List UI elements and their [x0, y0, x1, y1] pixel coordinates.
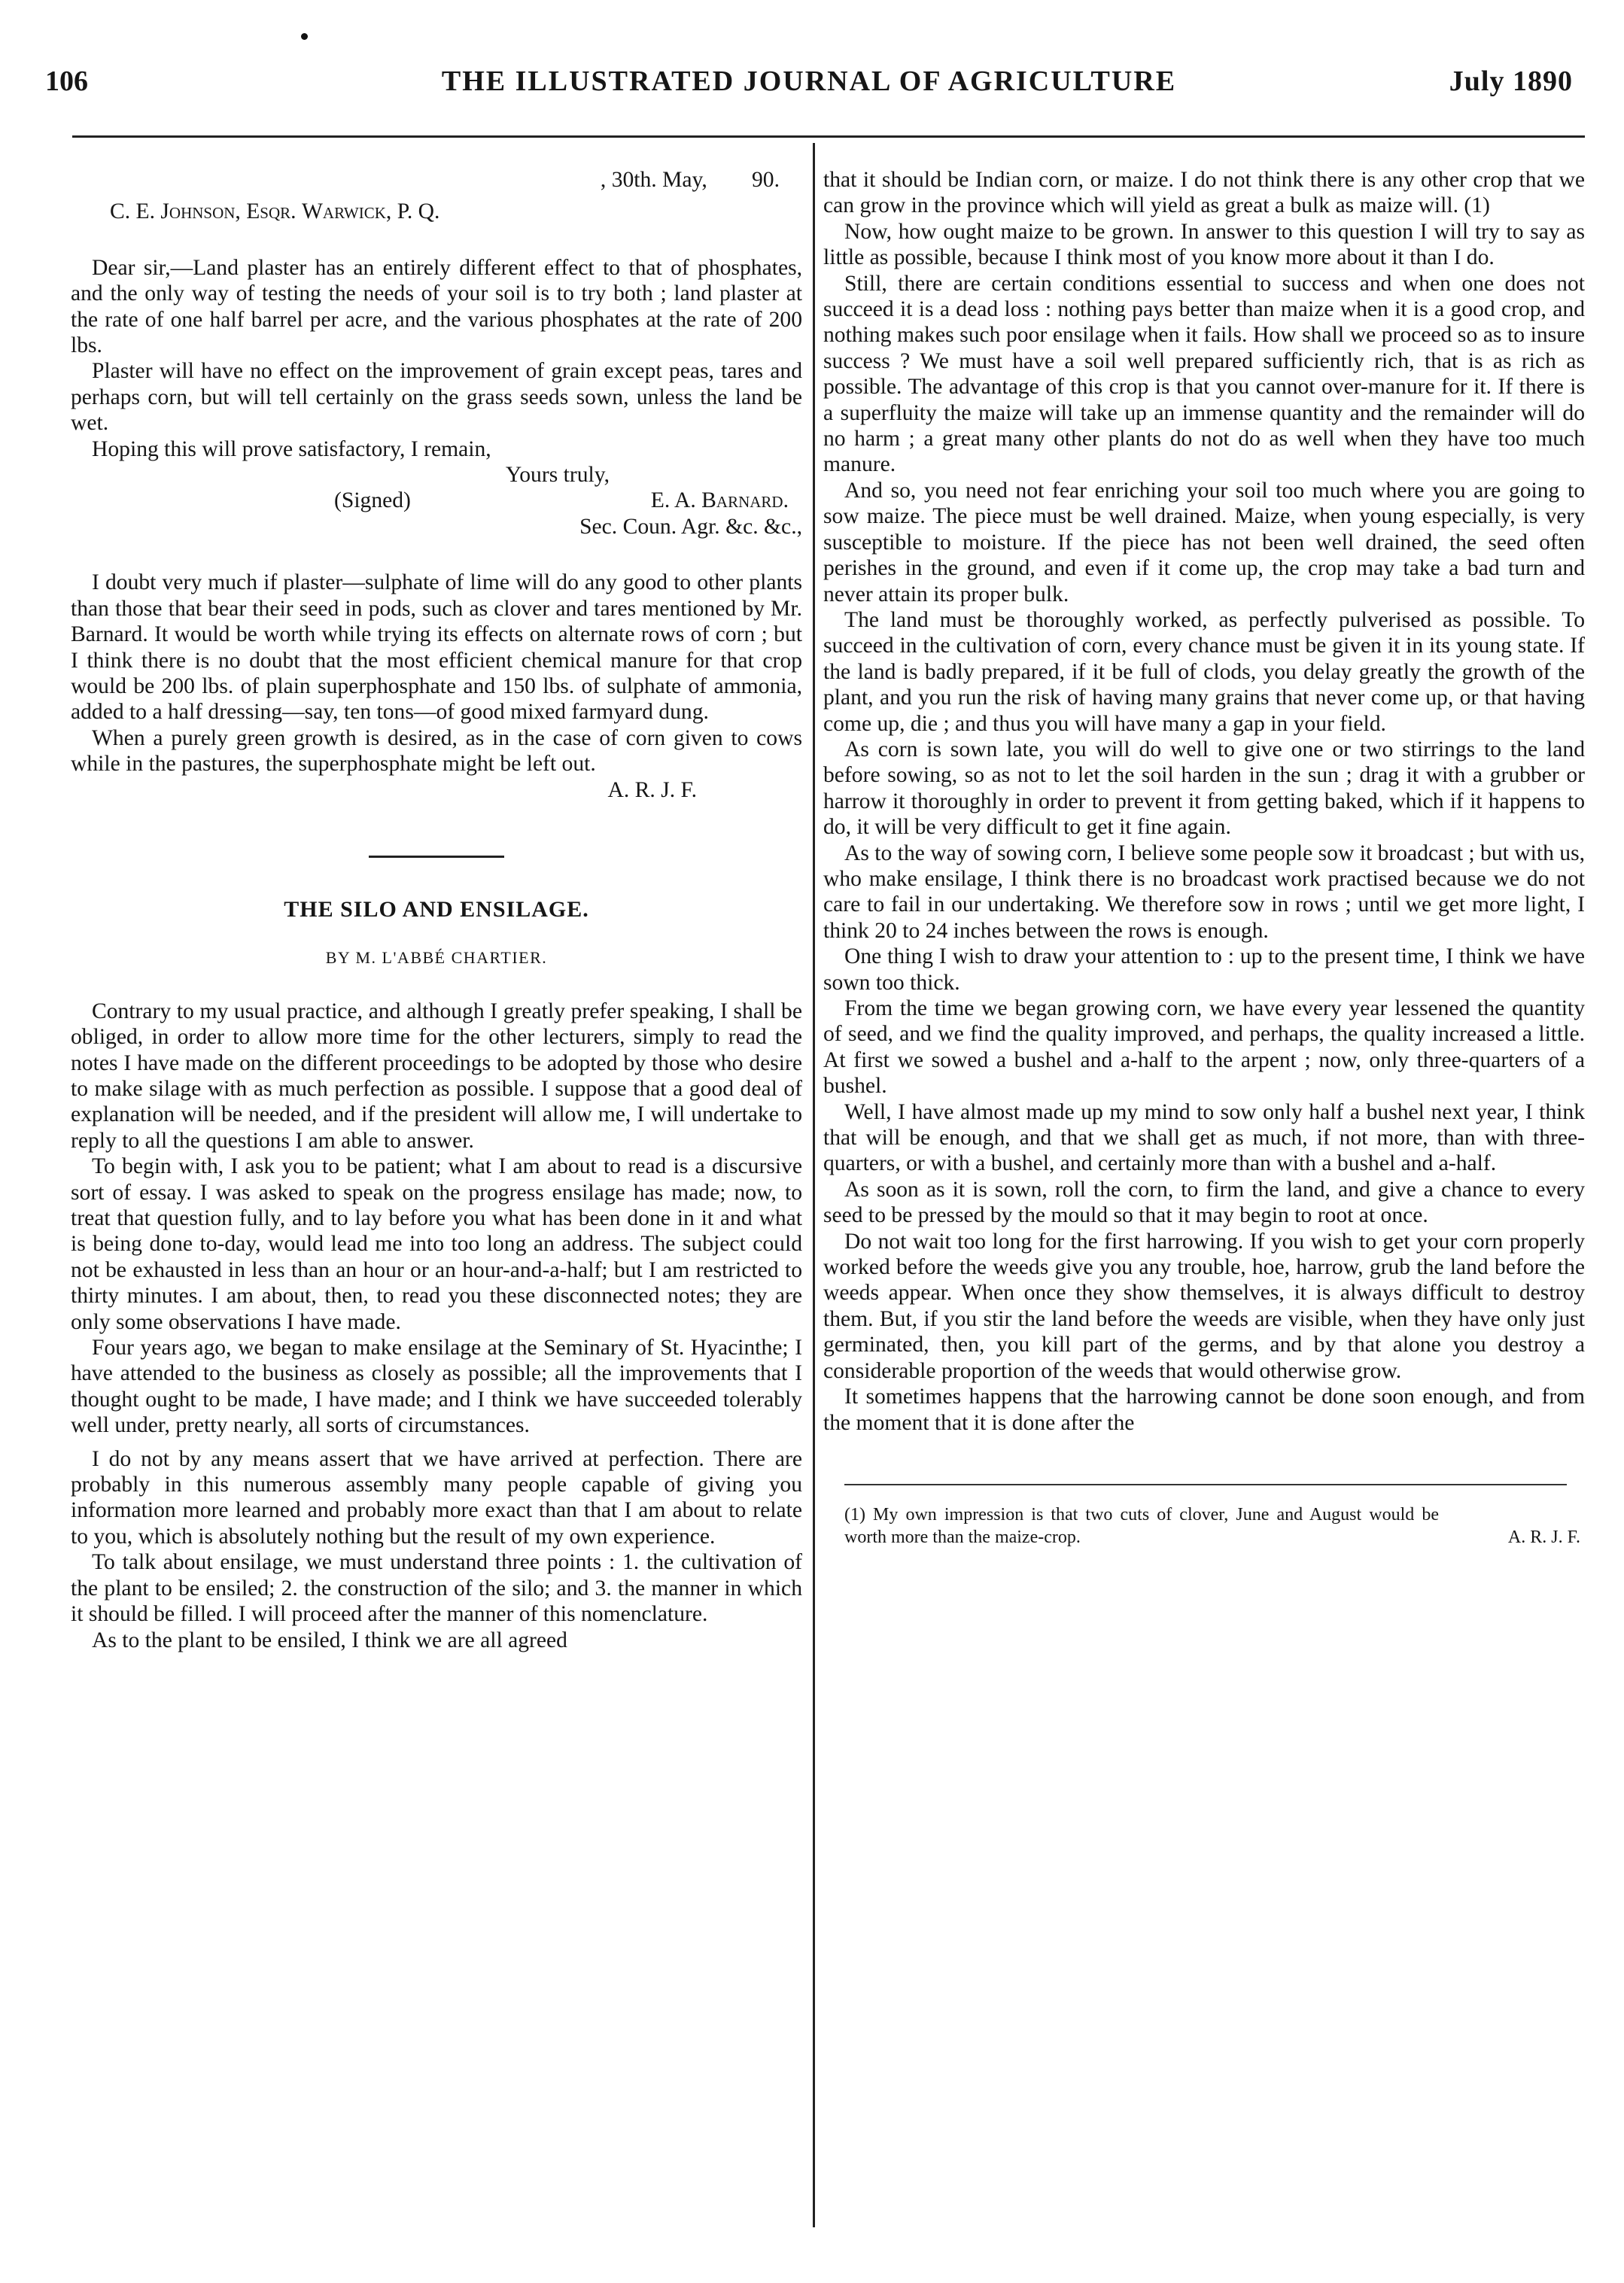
article-paragraph: To begin with, I ask you to be patient; what I am about to read is a discursive sort of essay. I was asked to speak on the progress ensilage has made; now, to treat that question fully, and to lay before you what has been done in it and what is being done to-day, would lead me into too long an address. The subject could not be exhausted in less than an hour or an hour-and-a-half; but I am restricted to thirty minutes. I am about, then, to read you these disconnected notes; they are only some observations I have made.	[71, 1154, 802, 1334]
print-speck	[301, 33, 308, 40]
article-paragraph: Four years ago, we began to make ensilage at the Seminary of St. Hyacinthe; I have attended to the business as closely as possible; all the improvements that I thought ought to be made, I have made; and I think we have succeeded tolerably well under, pretty nearly, all sorts of circumstances.	[71, 1336, 802, 1438]
article-paragraph: Contrary to my usual practice, and although I greatly prefer speaking, I shall be obliged, in order to allow more time for the other lecturers, simply to read the notes I have made on the different proceedings to be adopted by those who desire to make silage with as much perfection as possible. I suppose that a good deal of explanation will be needed, and if the president will allow me, I will undertake to reply to all the questions I am able to answer.	[71, 999, 802, 1153]
article-paragraph: To talk about ensilage, we must understand three points : 1. the cultivation of the plant to be ensiled; 2. the construction of the silo; and 3. the manner in which it should be filled. I will proceed after the manner of this nomenclature.	[71, 1550, 802, 1627]
column-rule	[813, 143, 815, 2227]
article-paragraph: As to the plant to be ensiled, I think we are all agreed	[92, 1628, 567, 1652]
footnote-rule	[844, 1484, 1567, 1485]
page-number: 106	[45, 65, 88, 97]
article-title: THE SILO AND ENSILAGE.	[284, 896, 589, 922]
article-paragraph: And so, you need not fear enriching your soil too much where you are going to sow maize. The piece must be well drained. Maize, when young especially, is very susceptible to moisture. If the piece has not been well drained, the seed often perishes in the ground, and even if it come up, the crop may take a bad turn and never attain its proper bulk.	[823, 478, 1585, 606]
letter-paragraph: Dear sir,—Land plaster has an entirely different effect to that of phosphates, and the only way of testing the needs of your soil is to try both ; land plaster at the rate of one half barrel per acre, and the various phosphates at the rate of 200 lbs.	[71, 255, 802, 358]
issue-date: July 1890	[1449, 65, 1573, 97]
addressee-name: C. E. Johnson, Esqr.	[110, 199, 297, 224]
journal-title: THE ILLUSTRATED JOURNAL OF AGRICULTURE	[441, 65, 1177, 97]
article-paragraph: Now, how ought maize to be grown. In answer to this question I will try to say as little as possible, because I think most of you know more about it than I do.	[823, 219, 1585, 270]
section-divider	[369, 856, 504, 858]
article-paragraph: As corn is sown late, you will do well to give one or two stirrings to the land before sowing, so as not to let the soil harden in the sun ; drag it with a grubber or harrow it thoroughly in order to prevent it from getting baked, which if it happens to do, it will be very difficult to get it fine again.	[823, 737, 1585, 840]
header-rule	[72, 135, 1585, 138]
article-paragraph: One thing I wish to draw your attention to : up to the present time, I think we have sown too thick.	[823, 944, 1585, 995]
running-header	[45, 65, 1573, 110]
article-paragraph: It sometimes happens that the harrowing cannot be done soon enough, and from the moment that it is done after the	[823, 1385, 1585, 1435]
article-byline: BY M. L'ABBÉ CHARTIER.	[325, 948, 548, 968]
article-paragraph: As to the way of sowing corn, I believe some people sow it broadcast ; but with us, who make ensilage, I think there is no broadcast work practised because we do not care to fail in our undertaking. We therefore sow in rows ; until we get more light, I think 20 to 24 inches between the rows is enough.	[823, 841, 1585, 943]
signer-name: E. A. Barnard.	[650, 488, 789, 513]
article-paragraph: I do not by any means assert that we have arrived at perfection. There are probably in this numerous assembly many people capable of giving you information more learned and probably more exact than that I am about to relate to you, which is absolutely nothing but the result of my own experience.	[71, 1446, 802, 1549]
addressee-place: Warwick, P. Q.	[301, 199, 440, 224]
article-paragraph: From the time we began growing corn, we have every year lessened the quantity of seed, and we find the quality improved, and perhaps, the quality increased a little. At first we sowed a bushel and a-half to the arpent ; now, only three-quarters of a bushel.	[823, 996, 1585, 1099]
letter-paragraph: Plaster will have no effect on the improvement of grain except peas, tares and perhaps corn, but will tell certainly on the grass seeds sown, unless the land be wet.	[71, 359, 802, 436]
signed-label: (Signed)	[334, 488, 411, 513]
letter-dateline: , 30th. May, 90.	[600, 168, 780, 192]
footnote	[823, 1503, 1585, 1549]
footnote-initials: A. R. J. F.	[1507, 1527, 1580, 1547]
right-column	[823, 167, 1585, 1549]
signer-title: Sec. Coun. Agr. &c. &c.,	[579, 514, 802, 539]
article-paragraph: As soon as it is sown, roll the corn, to firm the land, and give a chance to every seed to be pressed by the mould so that it may begin to root at once.	[823, 1177, 1585, 1228]
editor-paragraph: I doubt very much if plaster—sulphate of lime will do any good to other plants than those that bear their seed in pods, such as clover and tares mentioned by Mr. Barnard. It would be worth while trying its effects on alternate rows of corn ; but I think there is no doubt that the most efficient chemical manure for that crop would be 200 lbs. of plain superphosphate and 150 lbs. of sulphate of ammonia, added to a half dressing—say, ten tons—of good mixed farmyard dung.	[71, 570, 802, 725]
letter-addressee	[110, 199, 802, 224]
article-paragraph: Do not wait too long for the first harrowing. If you wish to get your corn properly worked before the weeds give you any trouble, hoe, harrow, grub the land before the weeds appear. When once they show themselves, it is always difficult to destroy them. But, if you stir the land before the weeds are visible, when they have only just germinated, then, you kill part of the germs, and by that alone you destroy a considerable proportion of the weeds that would otherwise grow.	[823, 1229, 1585, 1383]
letter-signature	[71, 488, 802, 513]
article-paragraph: Still, there are certain conditions essential to success and when one does not succeed it is a dead loss : nothing pays better than maize when it is a good crop, and nothing makes such poor ensilage when it fails. How shall we proceed so as to insure success ? We must have a soil well prepared sufficiently rich, that is as rich as possible. The advantage of this crop is that you cannot over-manure for it. If there is a superfluity the maize will take up an immense quantity and the remainder will do no harm ; a great many other plants do not do as well when they have too much manure.	[823, 271, 1585, 477]
article-paragraph: Well, I have almost made up my mind to sow only half a bushel next year, I think that will be enough, and that we shall get as much, if not more, than with three-quarters, or with a bushel, and certainly more than with a bushel and a-half.	[823, 1099, 1585, 1176]
footnote-text: (1) My own impression is that two cuts of clover, June and August would be worth more than the maize-crop.	[844, 1504, 1439, 1547]
left-column	[71, 167, 802, 1653]
article-paragraph: that it should be Indian corn, or maize. I do not think there is any other crop that we can grow in the province which will yield as great a bulk as maize will. (1)	[823, 168, 1585, 218]
letter-paragraph: Hoping this will prove satisfactory, I remain,	[92, 436, 491, 461]
editor-initials-line	[71, 777, 802, 803]
editor-paragraph: When a purely green growth is desired, as in the case of corn given to cows while in the pastures, the superphosphate might be left out.	[71, 725, 802, 777]
letter-closing: Yours truly,	[505, 463, 610, 488]
editor-initials: A. R. J. F.	[607, 777, 697, 802]
article-paragraph: The land must be thoroughly worked, as perfectly pulverised as possible. To succeed in the cultivation of corn, every chance must be given it in its young state. If the land is badly prepared, if it be full of clods, you delay greatly the growth of the plant, and you run the risk of having many grains that never come up, or that having come up, die ; and thus you will have many a gap in your field.	[823, 607, 1585, 736]
